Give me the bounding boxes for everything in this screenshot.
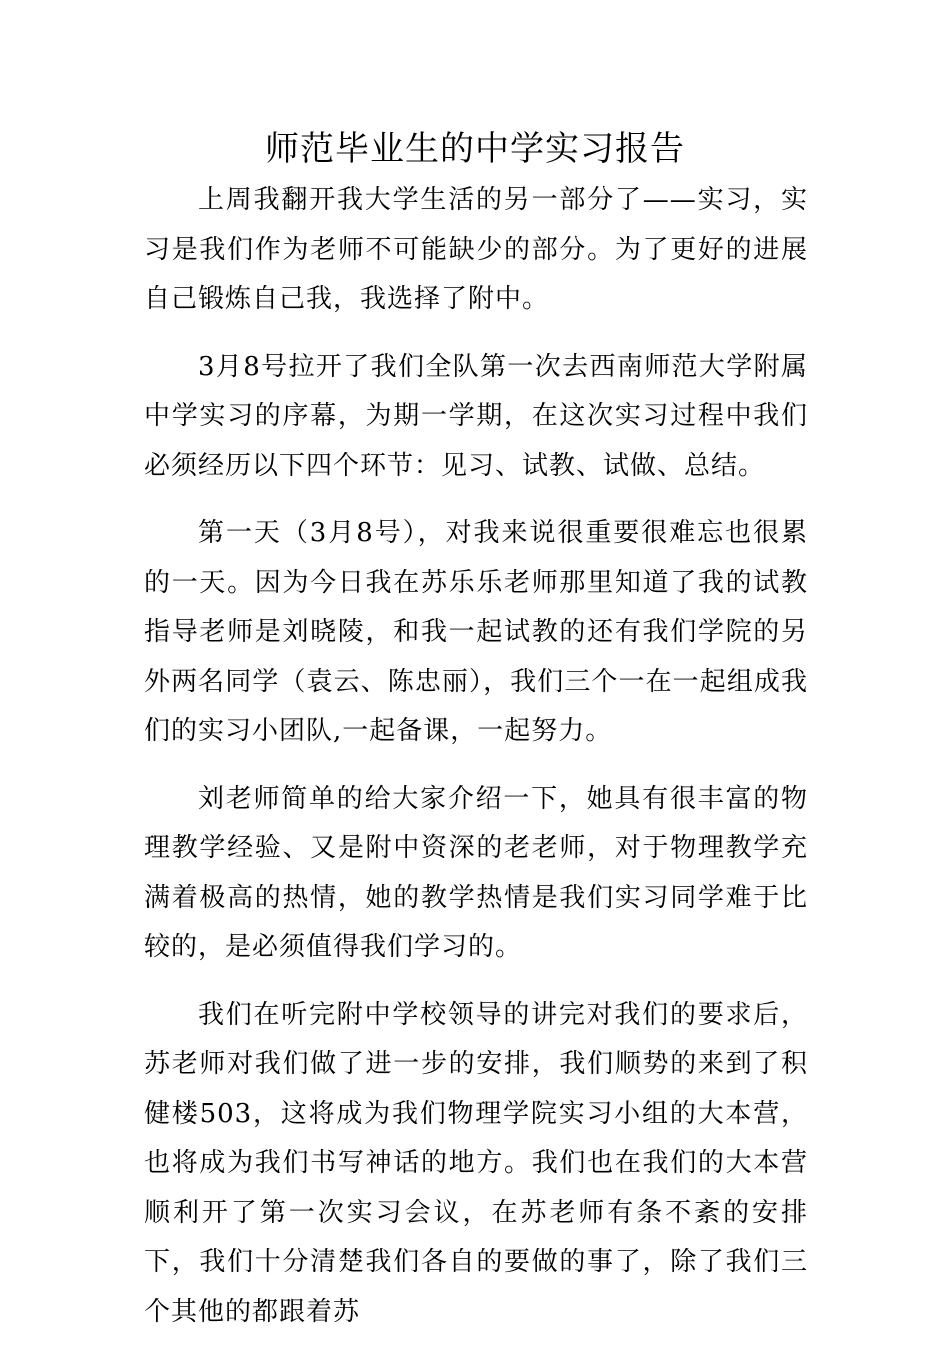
paragraph-4: 刘老师简单的给大家介绍一下，她具有很丰富的物理教学经验、又是附中资深的老老师，对于物理教学充满着极高的热情，她的教学热情是我们实习同学难于比较的，是必须值得我们学习的。 [144,783,808,962]
paragraph-1: 上周我翻开我大学生活的另一部分了——实习，实习是我们作为老师不可能缺少的部分。为了更好的进展自己锻炼自己我，我选择了附中。 [144,185,808,314]
document-body [144,176,808,1355]
paragraph-5: 我们在听完附中学校领导的讲完对我们的要求后，苏老师对我们做了进一步的安排，我们顺势的来到了积健楼503，这将成为我们物理学院实习小组的大本营，也将成为我们书写神话的地方。我们也在我们的大本营顺利开了第一次实习会议，在苏老师有条不紊的安排下，我们十分清楚我们各自的要做的事了，除了我们三个其他的都跟着苏 [144,999,808,1327]
paragraph-2: 3月8号拉开了我们全队第一次去西南师范大学附属中学实习的序幕，为期一学期，在这次实习过程中我们必须经历以下四个环节：见习、试教、试做、总结。 [144,351,808,481]
paragraph-3: 第一天（3月8号），对我来说很重要很难忘也很累的一天。因为今日我在苏乐乐老师那里知道了我的试教指导老师是刘晓陵，和我一起试教的还有我们学院的另外两名同学（袁云、陈忠丽），我们三个一在一起组成我们的实习小团队,一起备课，一起努力。 [144,518,808,746]
document-title: 师范毕业生的中学实习报告 [265,129,685,169]
